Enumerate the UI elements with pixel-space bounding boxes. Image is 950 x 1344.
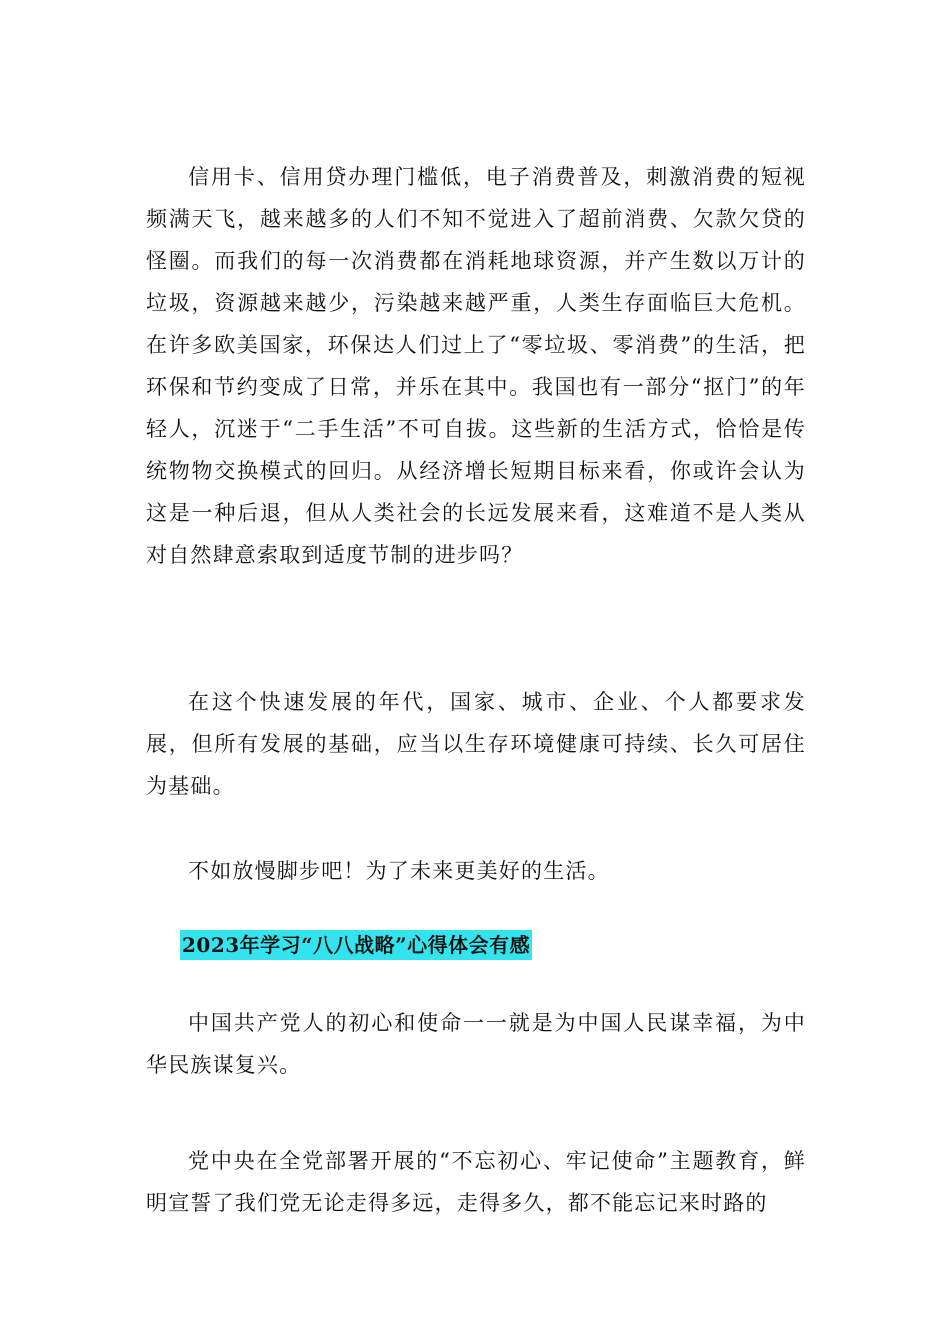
paragraph-consumption: 信用卡、信用贷办理门槛低，电子消费普及，刺激消费的短视频满天飞，越来越多的人们不知不觉进入了超前消费、欠款欠贷的怪圈。而我们的每一次消费都在消耗地球资源，并产生数以万计的垃圾，资源越来越少，污染越来越严重，人类生存面临巨大危机。在许多欧美国家，环保达人们过上了“零垃圾、零消费”的生活，把环保和节约变成了日常，并乐在其中。我国也有一部分“抠门”的年轻人，沉迷于“二手生活”不可自拔。这些新的生活方式，恰恰是传统物物交换模式的回归。从经济增长短期目标来看，你或许会认为这是一种后退，但从人类社会的长远发展来看，这难道不是人类从对自然肆意索取到适度节制的进步吗？ xyxy=(146,165,806,567)
paragraph-education: 党中央在全党部署开展的“不忘初心、牢记使命”主题教育，鲜明宣誓了我们党无论走得多远，走得多久，都不能忘记来时路的 xyxy=(146,1149,806,1215)
paragraph-mission: 中国共产党人的初心和使命一一就是为中国人民谋幸福，为中华民族谋复兴。 xyxy=(146,1011,806,1077)
paragraph-slow-down: 不如放慢脚步吧！为了未来更美好的生活。 xyxy=(188,859,610,883)
section-heading-highlighted: 2023年学习“八八战略”心得体会有感 xyxy=(180,930,532,960)
paragraph-development: 在这个快速发展的年代，国家、城市、企业、个人都要求发展，但所有发展的基础，应当以生存环境健康可持续、长久可居住为基础。 xyxy=(146,690,806,798)
